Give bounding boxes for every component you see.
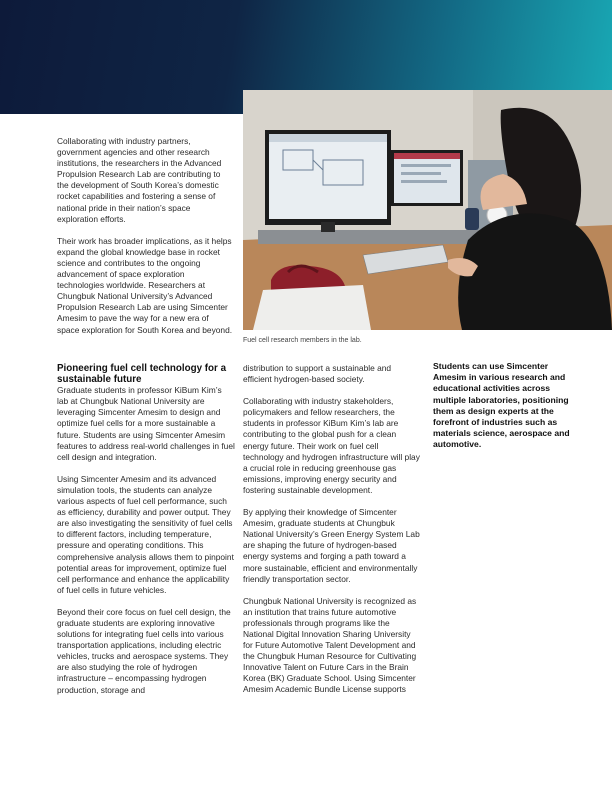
column-3: [433, 361, 583, 462]
pull-quote: Students can use Simcenter Amesim in various research and educational activities across multiple laboratories, positioning them as design experts at the forefront of industries such as materials science, aerospace and automotive.: [433, 361, 570, 450]
paragraph: Chungbuk National University is recognized as an institution that trains future automotive professionals through programs like the National Digital Innovation Sharing University for Future Automotive Talent Development and the Chungbuk Human Resource for Cultivating Innovative Talent on Future Cars in the Brain Korea (BK) Graduate School. Using Simcenter Amesim Academic Bundle License supports: [243, 595, 417, 695]
paragraph: Beyond their core focus on fuel cell design, the graduate students are exploring innovative solutions for integrating fuel cells into various transportation applications, including electric vehicles, trucks and aerospace systems. They are also studying the role of hydrogen infrastructure – encompassing hydrogen production, storage and: [57, 606, 231, 695]
column-2: [243, 363, 421, 707]
lab-photo-illustration: [243, 90, 612, 330]
paragraph: distribution to support a sustainable and efficient hydrogen-based society.: [243, 363, 392, 385]
paragraph: Their work has broader implications, as it helps expand the global knowledge base in rocket science and contributes to the ongoing advancement of space exploration technologies worldwide. Researchers at Chungbuk National University’s Advanced Propulsion Research Lab are using Simcenter Amesim to pave the way for a new era of space exploration for South Korea and beyond.: [57, 235, 233, 335]
lab-photo: [243, 90, 612, 330]
column-1-intro: [57, 136, 233, 347]
paragraph: Collaborating with industry partners, government agencies and other research institutions, the researchers in the Advanced Propulsion Research Lab are contributing to the development of South Korea’s domestic rocket capabilities and fostering a sense of national pride in their nation’s space exploration efforts.: [57, 136, 222, 224]
paragraph: By applying their knowledge of Simcenter Amesim, graduate students at Chungbuk National University’s Green Energy System Lab are shaping the future of hydrogen-based energy systems and forging a path toward a more sustainable, efficient and environmentally friendly transportation sector.: [243, 507, 420, 584]
photo-caption: Fuel cell research members in the lab.: [243, 337, 362, 344]
paragraph: Using Simcenter Amesim and its advanced simulation tools, the students can analyze various aspects of fuel cell performance, such as efficiency, durability and power output. They are also investigating the sensitivity of fuel cells to different factors, including temperature, pressure and operating conditions. This comprehensive analysis allows them to pinpoint potential areas for improvement, optimize fuel cell performance and enhance the applicability of fuel cells in future vehicles.: [57, 473, 234, 595]
paragraph: Collaborating with industry stakeholders, policymakers and fellow researchers, the students in professor KiBum Kim’s lab are contributing to the global push for a clean energy future. Their work on fuel cell technology and hydrogen infrastructure will play a crucial role in reducing greenhouse gas emissions, improving energy security and fostering sustainable development.: [243, 396, 420, 495]
column-1-fuel-cell: [57, 363, 235, 707]
paragraph: Graduate students in professor KiBum Kim’s lab at Chungbuk National University are leveraging Simcenter Amesim to design and optimize fuel cells for a more sustainable a future. Students are using Simcenter Amesim features to address real-world challenges in fuel cell design and integration.: [57, 385, 235, 462]
section-heading: Pioneering fuel cell technology for a sustainable future: [57, 363, 227, 386]
